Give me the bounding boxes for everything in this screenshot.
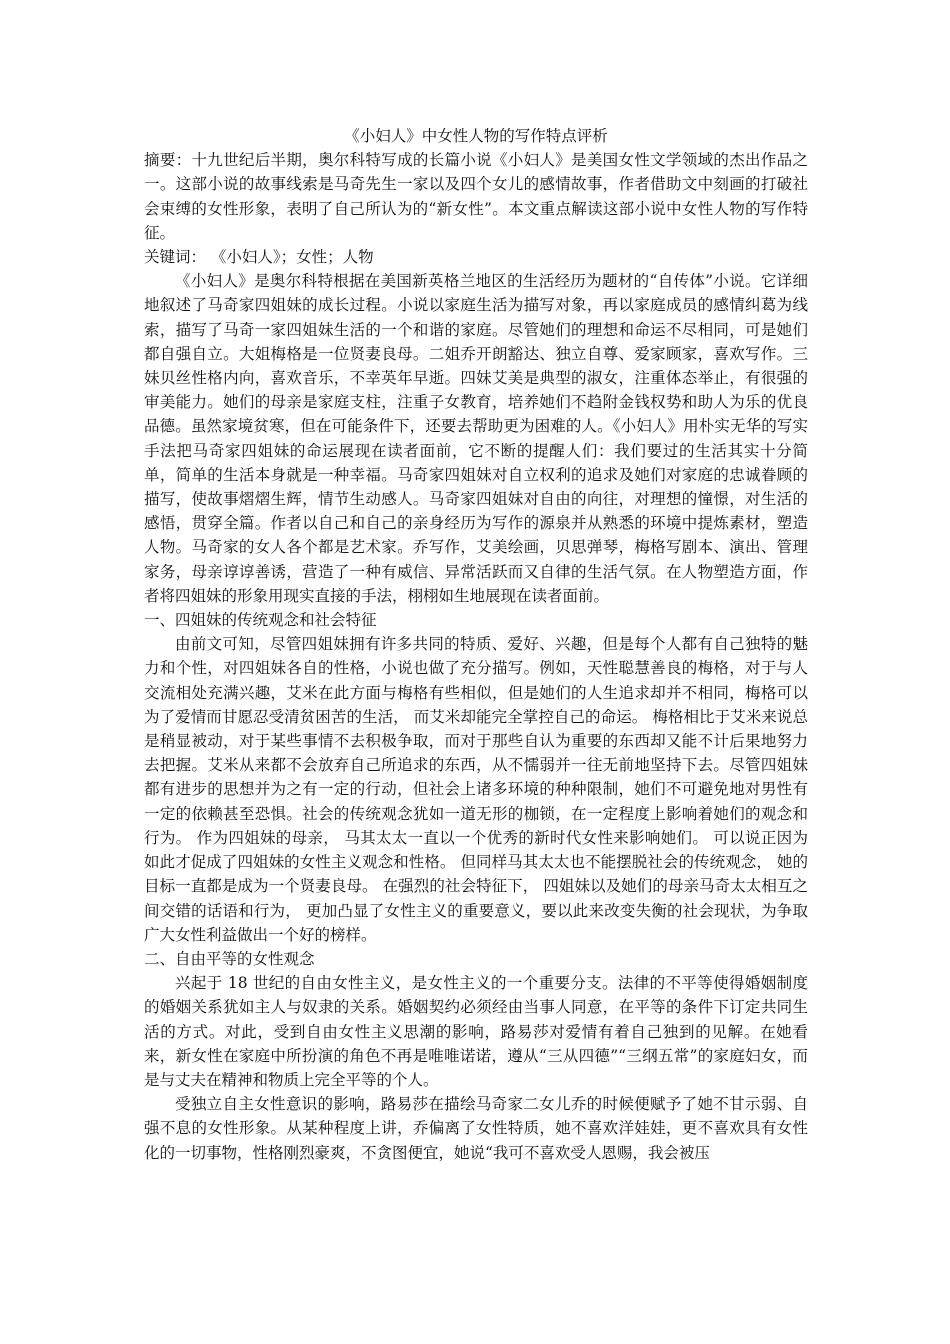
- keywords-line: 关键词： 《小妇人》；女性；人物: [144, 248, 374, 267]
- section-2-paragraph-2: 受独立自主女性意识的影响，路易莎在描绘马奇家二女儿乔的时候便赋予了她不甘示弱、自强不息的女性形象。从某种程度上讲，乔偏离了女性特质，她不喜欢洋娃娃，更不喜欢具有女性化的一切事物，性格刚烈豪爽，不贪图便宜，她说“我可不喜欢受人恩赐，我会被压: [144, 1095, 808, 1162]
- document-title: 《小妇人》中女性人物的写作特点评析: [344, 127, 608, 145]
- abstract-paragraph: 摘要：十九世纪后半期，奥尔科特写成的长篇小说《小妇人》是美国女性文学领域的杰出作品之一。这部小说的故事线索是马奇先生一家以及四个女儿的感情故事，作者借助文中刻画的打破社会束缚的女性形象，表明了自己所认为的“新女性”。本文重点解读这部小说中女性人物的写作特征。: [144, 151, 808, 242]
- section-1-paragraph: 由前文可知，尽管四姐妹拥有许多共同的特质、爱好、兴趣，但是每个人都有自己独特的魅力和个性，对四姐妹各自的性格，小说也做了充分描写。例如，天性聪慧善良的梅格，对于与人交流相处充满兴趣，艾米在此方面与梅格有些相似，但是她们的人生追求却并不相同，梅格可以为了爱情而甘愿忍受清贫困苦的生活， 而艾米却能完全掌控自己的命运。 梅格相比于艾米来说总是稍显被动，对于某些事情不去积极争取，而对于那些自认为重要的东西却又能不计后果地努力去把握。艾米从来都不会放弃自己所追求的东西，从不懦弱并一往无前地坚持下去。尽管四姐妹都有进步的思想并为之有一定的行动，但社会上诸多环境的种种限制，她们不可避免地对男性有一定的依赖甚至恐惧。社会的传统观念犹如一道无形的枷锁，在一定程度上影响着她们的观念和行为。 作为四姐妹的母亲， 马其太太一直以一个优秀的新时代女性来影响她们。 可以说正因为如此才促成了四姐妹的女性主义观念和性格。 但同样马其太太也不能摆脱社会的传统观念， 她的目标一直都是成为一个贤妻良母。 在强烈的社会特征下， 四姐妹以及她们的母亲马奇太太相互之间交错的话语和行为， 更加凸显了女性主义的重要意义，要以此来改变失衡的社会现状，为争取广大女性利益做出一个好的榜样。: [144, 635, 808, 944]
- section-2-heading: 二、自由平等的女性观念: [144, 949, 315, 968]
- section-2-paragraph-1: 兴起于 18 世纪的自由女性主义，是女性主义的一个重要分支。法律的不平等使得婚姻制度的婚姻关系犹如主人与奴隶的关系。婚姻契约必须经由当事人同意，在平等的条件下订定共同生活的方式。对此，受到自由女性主义思潮的影响，路易莎对爱情有着自己独到的见解。在她看来，新女性在家庭中所扮演的角色不再是唯唯诺诺，遵从“三从四德”“三纲五常”的家庭妇女，而是与丈夫在精神和物质上完全平等的个人。: [144, 974, 808, 1089]
- document-body: [144, 124, 808, 1165]
- intro-paragraph: 《小妇人》是奥尔科特根据在美国新英格兰地区的生活经历为题材的“自传体”小说。它详细地叙述了马奇家四姐妹的成长过程。小说以家庭生活为描写对象，再以家庭成员的感情纠葛为线索，描写了马奇一家四姐妹生活的一个和谐的家庭。尽管她们的理想和命运不尽相同，可是她们都自强自立。大姐梅格是一位贤妻良母。二姐乔开朗豁达、独立自尊、爱家顾家，喜欢写作。三妹贝丝性格内向，喜欢音乐，不幸英年早逝。四妹艾美是典型的淑女，注重体态举止，有很强的审美能力。她们的母亲是家庭支柱，注重子女教育，培养她们不趋附金钱权势和助人为乐的优良品德。虽然家境贫寒，但在可能条件下，还要去帮助更为困难的人。《小妇人》用朴实无华的写实手法把马奇家四姐妹的命运展现在读者面前，它不断的提醒人们：我们要过的生活其实十分简单，简单的生活本身就是一种幸福。马奇家四姐妹对自立权利的追求及她们对家庭的忠诚眷顾的描写，使故事熠熠生辉，情节生动感人。马奇家四姐妹对自由的向往，对理想的憧憬，对生活的感悟，贯穿全篇。作者以自己和自己的亲身经历为写作的源泉并从熟悉的环境中提炼素材，塑造人物。马奇家的女人各个都是艺术家。乔写作，艾美绘画，贝思弹琴，梅格写剧本、演出、管理家务，母亲谆谆善诱，营造了一种有威信、异常活跃而又自律的生活气氛。在人物塑造方面，作者将四姐妹的形象用现实直接的手法，栩栩如生地展现在读者面前。: [144, 272, 808, 605]
- section-1-heading: 一、四姐妹的传统观念和社会特征: [144, 611, 377, 630]
